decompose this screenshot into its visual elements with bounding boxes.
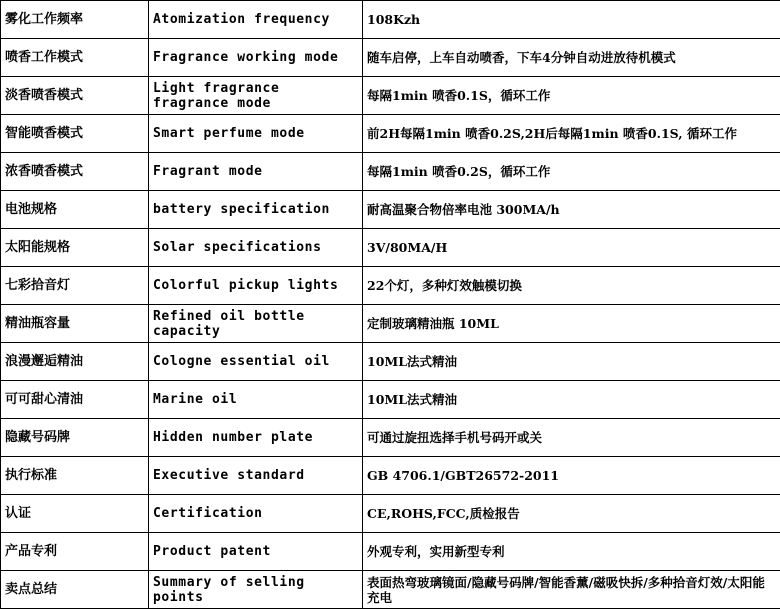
row-label-cn: 智能喷香模式 <box>1 115 149 153</box>
row-value: 前2H每隔1min 喷香0.2S,2H后每隔1min 喷香0.1S, 循环工作 <box>363 115 780 153</box>
table-row <box>1 419 780 457</box>
row-label-en: Executive standard <box>149 457 363 495</box>
row-value: 10ML法式精油 <box>363 343 780 381</box>
row-value: 外观专利，实用新型专利 <box>363 533 780 571</box>
table-row <box>1 39 780 77</box>
row-label-cn: 电池规格 <box>1 191 149 229</box>
row-label-en: Atomization frequency <box>149 1 363 39</box>
row-value: 22个灯，多种灯效触模切换 <box>363 267 780 305</box>
row-label-en: Product patent <box>149 533 363 571</box>
table-row <box>1 381 780 419</box>
row-value: CE,ROHS,FCC,质检报告 <box>363 495 780 533</box>
table-row <box>1 343 780 381</box>
row-label-en: Hidden number plate <box>149 419 363 457</box>
row-label-cn: 淡香喷香模式 <box>1 77 149 115</box>
row-value: 每隔1min 喷香0.2S，循环工作 <box>363 153 780 191</box>
table-row <box>1 229 780 267</box>
table-row <box>1 77 780 115</box>
row-label-en: Refined oil bottle capacity <box>149 305 363 343</box>
row-label-cn: 浪漫邂逅精油 <box>1 343 149 381</box>
row-value: 每隔1min 喷香0.1S，循环工作 <box>363 77 780 115</box>
row-label-en: battery specification <box>149 191 363 229</box>
row-value: 耐高温聚合物倍率电池 300MA/h <box>363 191 780 229</box>
row-label-cn: 卖点总结 <box>1 571 149 609</box>
row-label-en: Solar specifications <box>149 229 363 267</box>
row-value: GB 4706.1/GBT26572-2011 <box>363 457 780 495</box>
table-row <box>1 533 780 571</box>
row-label-en: Certification <box>149 495 363 533</box>
row-label-cn: 可可甜心清油 <box>1 381 149 419</box>
row-value: 表面热弯玻璃镜面/隐藏号码牌/智能香薰/磁吸快拆/多种拾音灯效/太阳能充电 <box>363 571 780 609</box>
table-row <box>1 267 780 305</box>
row-value: 随车启停，上车自动喷香，下车4分钟自动进放待机模式 <box>363 39 780 77</box>
table-row <box>1 457 780 495</box>
table-row <box>1 305 780 343</box>
row-label-cn: 精油瓶容量 <box>1 305 149 343</box>
row-label-cn: 浓香喷香模式 <box>1 153 149 191</box>
row-label-cn: 七彩拾音灯 <box>1 267 149 305</box>
row-label-en: Summary of selling points <box>149 571 363 609</box>
table-row <box>1 571 780 609</box>
row-label-en: Light fragrance fragrance mode <box>149 77 363 115</box>
row-label-en: Cologne essential oil <box>149 343 363 381</box>
row-value: 3V/80MA/H <box>363 229 780 267</box>
row-value: 10ML法式精油 <box>363 381 780 419</box>
row-label-cn: 认证 <box>1 495 149 533</box>
row-label-en: Fragrance working mode <box>149 39 363 77</box>
table-row <box>1 495 780 533</box>
row-label-cn: 执行标准 <box>1 457 149 495</box>
table-row <box>1 115 780 153</box>
row-label-cn: 太阳能规格 <box>1 229 149 267</box>
row-label-en: Marine oil <box>149 381 363 419</box>
row-label-en: Colorful pickup lights <box>149 267 363 305</box>
row-label-en: Smart perfume mode <box>149 115 363 153</box>
row-value: 108Kzh <box>363 1 780 39</box>
row-value: 可通过旋扭选择手机号码开或关 <box>363 419 780 457</box>
table-row <box>1 153 780 191</box>
row-value: 定制玻璃精油瓶 10ML <box>363 305 780 343</box>
table-row <box>1 1 780 39</box>
row-label-cn: 雾化工作频率 <box>1 1 149 39</box>
row-label-cn: 隐藏号码牌 <box>1 419 149 457</box>
row-label-en: Fragrant mode <box>149 153 363 191</box>
row-label-cn: 喷香工作模式 <box>1 39 149 77</box>
row-label-cn: 产品专利 <box>1 533 149 571</box>
table-row <box>1 191 780 229</box>
